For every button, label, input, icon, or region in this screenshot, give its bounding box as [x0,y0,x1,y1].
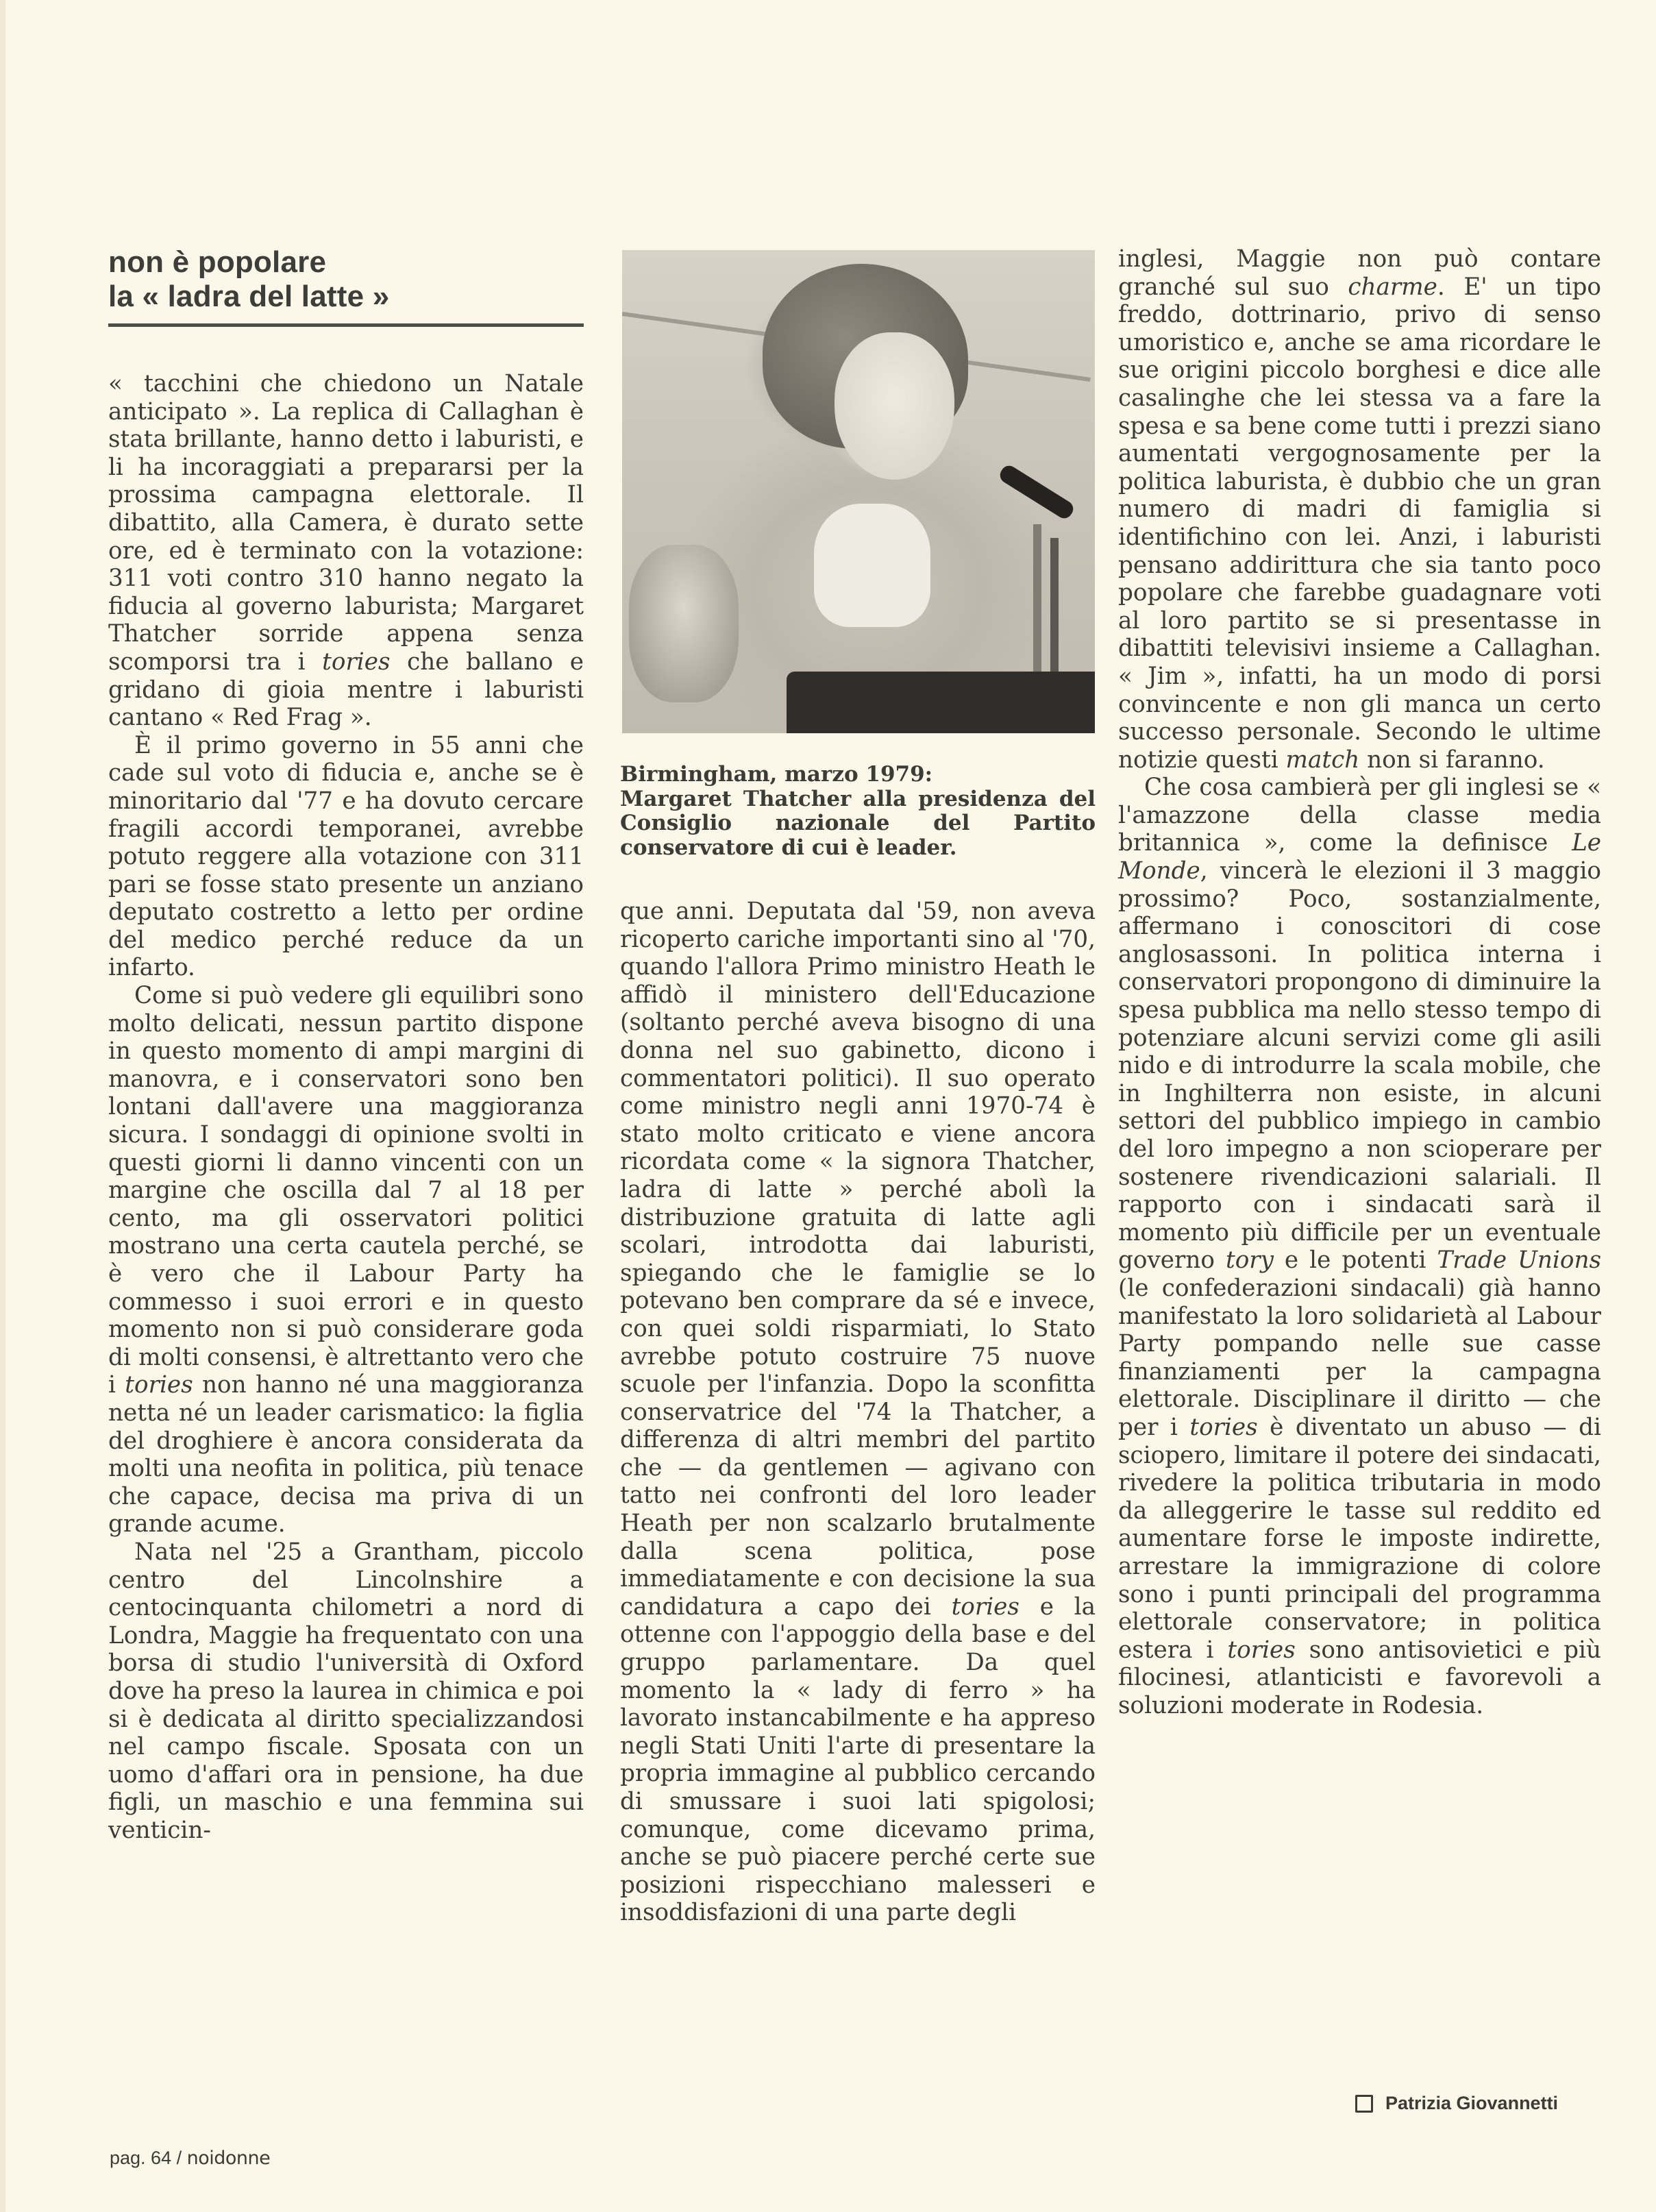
article-column-2 [620,898,1096,1927]
italic-term: match [1285,746,1360,774]
photo-hand [629,545,739,702]
italic-term: tories [1189,1413,1258,1441]
caption-line-1: Birmingham, marzo 1979: [620,762,933,787]
page-folio [110,2148,270,2169]
microphone-icon [997,463,1076,521]
photo-lectern [787,672,1095,733]
italic-term: Trade Unions [1437,1246,1602,1275]
photo-bow [814,504,930,627]
author-name: Patrizia Giovannetti [1385,2093,1559,2113]
italic-term: tories [951,1593,1019,1621]
headline-line-1: non è popolare [108,245,327,279]
byline [1355,2093,1558,2114]
page-edge [0,0,5,2212]
magazine-name: noidonne [186,2148,271,2169]
caption-text: Margaret Thatcher alla presidenza del Consiglio nazionale del Partito conservatore di cui è leader. [620,786,1096,860]
paragraph: inglesi, Maggie non può contare granché sul suo charme. E' un tipo freddo, dottrinario, privo di senso umoristico e, anche se ama ricordare le sue origini piccolo borghesi e dice alle casalinghe che lei stessa va a fare la spesa e sa bene come tutti i prezzi siano aumentati vergognosamente per la politica laburista, è dubbio che un gran numero di madri di famiglia si identifichino con lei. Anzi, i laburisti pensano addirittura che sia tanto poco popolare che farebbe guadagnare voti al loro partito se si presentasse in dibattiti televisivi insieme a Callaghan. « Jim », infatti, ha un modo di porsi convincente e non gli manca un certo successo personale. Secondo le ultime notizie questi match non si faranno. [1118,245,1601,774]
paragraph: Nata nel '25 a Grantham, piccolo centro del Lincolnshire a centocinquanta chilometri a nord di Londra, Maggie ha frequentato con una borsa di studio l'università di Oxford dove ha preso la laurea in chimica e poi si è dedicata al diritto specializzandosi nel campo fiscale. Sposata con un uomo d'affari ora in pensione, ha due figli, un maschio e una femmina sui venticin- [108,1538,584,1844]
headline-line-2: la « ladra del latte » [108,280,390,313]
photo-thatcher [622,250,1095,733]
italic-term: tory [1225,1246,1274,1275]
italic-term: tories [1227,1636,1296,1664]
paragraph: Come si può vedere gli equilibri sono molto delicati, nessun partito dispone in questo momento di ampi margini di manovra, e i conservatori sono ben lontani dall'avere una maggioranza sicura. I sondaggi di opinione svolti in questi giorni li danno vincenti con un margine che oscilla dal 7 al 18 per cento, ma gli osservatori politici mostrano una certa cautela perché, se è vero che il Labour Party ha commesso i suoi errori e in questo momento non si può considerare goda di molti consensi, è altrettanto vero che i tories non hanno né una maggioranza netta né un leader carismatico: la figlia del droghiere è ancora considerata da molti una neofita in politica, più tenace che capace, decisa ma priva di un grande acume. [108,982,584,1538]
article-column-1 [108,370,584,1844]
italic-term: charme [1348,273,1437,301]
headline [108,245,584,314]
italic-term: tories [125,1371,193,1399]
headline-rule [108,323,584,327]
italic-term: tories [322,648,391,676]
paragraph: que anni. Deputata dal '59, non aveva ricoperto cariche importanti sino al '70, quando l'allora Primo ministro Heath le affidò il ministero dell'Educazione (soltanto perché aveva bisogno di una donna nel suo gabinetto, dicono i commentatori politici). Il suo operato come ministro negli anni 1970-74 è stato molto criticato e viene ancora ricordata come « la signora Thatcher, ladra di latte » perché abolì la distribuzione gratuita di latte agli scolari, introdotta dai laburisti, spiegando che le famiglie se lo potevano ben comprare da sé e invece, con quei soldi risparmiati, lo Stato avrebbe potuto costruire 75 nuove scuole per l'infanzia. Dopo la sconfitta conservatrice del '74 la Thatcher, a differenza di altri membri del partito che — da gentlemen — agivano con tatto nei confronti del loro leader Heath per non scalzarlo brutalmente dalla scena politica, pose immediatamente e con decisione la sua candidatura a capo dei tories e la ottenne con l'appoggio della base e del gruppo parlamentare. Da quel momento la « lady di ferro » ha lavorato instancabilmente e ha appreso negli Stati Uniti l'arte di presentare la propria immagine al pubblico cercando di smussare i suoi lati spigolosi; comunque, come dicevamo prima, anche se può piacere perché certe sue posizioni rispecchiano malesseri e insoddisfazioni di una parte degli [620,898,1096,1927]
paragraph: Che cosa cambierà per gli inglesi se « l'amazzone della classe media britannica », come la definisce Le Monde, vincerà le elezioni il 3 maggio prossimo? Poco, sostanzialmente, affermano i conoscitori di cose anglosassoni. In politica interna i conservatori propongono di diminuire la spesa pubblica ma nello stesso tempo di potenziare alcuni servizi come gli asili nido e di introdurre la scala mobile, che in Inghilterra non esiste, in alcuni settori del pubblico impiego in cambio del loro impegno a non scioperare per sostenere rivendicazioni salariali. Il rapporto con i sindacati sarà il momento più difficile per un eventuale governo tory e le potenti Trade Unions (le confederazioni sindacali) già hanno manifestato la loro solidarietà al Labour Party pompando nelle sue casse finanziamenti per la campagna elettorale. Disciplinare il diritto — che per i tories è diventato un abuso — di sciopero, limitare il potere dei sindacati, rivedere la politica tributaria in modo da alleggerire le tasse sul reddito ed aumentare forse le imposte indirette, arrestare la immigrazione di colore sono i punti principali del programma elettorale conservatore; in politica estera i tories sono antisovietici e più filocinesi, atlanticisti e favorevoli a soluzioni moderate in Rodesia. [1118,774,1602,1719]
article-column-3 [1118,245,1601,1719]
italic-term: Le Monde [1118,829,1601,885]
paragraph: « tacchini che chiedono un Natale anticipato ». La replica di Callaghan è stata brillante, hanno detto i laburisti, e li ha incoraggiati a prepararsi per la prossima campagna elettorale. Il dibattito, alla Camera, è durato sette ore, ed è terminato con la votazione: 311 voti contro 310 hanno negato la fiducia al governo laburista; Margaret Thatcher sorride appena senza scomporsi tra i tories che ballano e gridano di gioia mentre i laburisti cantano « Red Frag ». [108,370,584,732]
paragraph: È il primo governo in 55 anni che cade sul voto di fiducia e, anche se è minoritario dal '77 e ha dovuto cercare fragili accordi temporanei, avrebbe potuto reggere alla votazione con 311 pari se fosse stato presente un anziano deputato costretto a letto per ordine del medico perché reduce da un infarto. [108,731,584,982]
photo-face [835,332,954,480]
photo-caption [620,763,1096,860]
square-box-icon [1355,2095,1373,2113]
page-number: pag. 64 / [110,2148,182,2168]
